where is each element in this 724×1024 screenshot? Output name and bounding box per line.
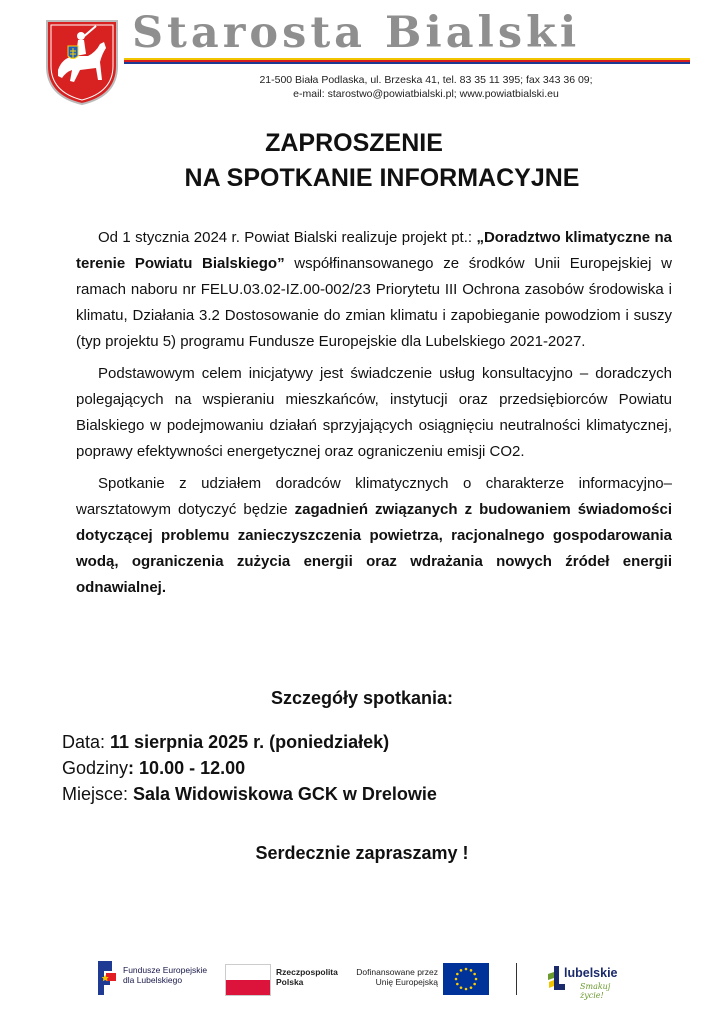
- eu-cofunding-line: Unię Europejską: [375, 977, 438, 987]
- eu-star: [455, 978, 458, 981]
- eu-star: [465, 968, 468, 971]
- details-heading: Szczegóły spotkania:: [270, 688, 454, 708]
- eu-funds-line: Fundusze Europejskie: [123, 965, 208, 975]
- paragraph-goal: Podstawowym celem inicjatywy jest świadczenie usług konsultacyjno – doradczych polegających na wspieraniu mieszkańców, instytucji oraz przedsiębiorców Powiatu Bialskiego w podejmowaniu działań sprzyjających osiągnięciu neutralności klimatycznej, poprawy efektywności energetycznej oraz ograniczeniu emisji CO2.: [76, 365, 672, 460]
- poland-line: Polska: [276, 977, 304, 987]
- eu-star: [456, 983, 459, 986]
- eu-star: [460, 986, 463, 989]
- lubelskie-logo: [546, 960, 636, 1000]
- paragraph-text: współfinansowanego ze środków Unii Europejskiej w ramach naboru nr FELU.03.02-IZ.00-002/23 Priorytetu III Ochrona zasobów środowiska i klimatu, Działania 3.2 Dostosowanie do zmian klimatu i zapobieganie powodziom i suszy (typ projektu 5) programu Fundusze Europejskie dla Lubelskiego 2021-2027.: [76, 255, 672, 350]
- poland-label: [276, 967, 338, 987]
- document-title: ZAPROSZENIE: [265, 129, 443, 157]
- project-name: „Doradztwo klimatyczne na terenie Powiatu Bialskiego”: [76, 229, 673, 272]
- lubelskie-wordmark: lubelskie: [564, 966, 618, 980]
- place-label: Miejsce:: [62, 784, 134, 804]
- paragraph-project: [76, 225, 672, 355]
- invitation-body: [76, 225, 672, 607]
- document-subtitle: NA SPOTKANIE INFORMACYJNE: [184, 164, 580, 192]
- eu-star: [456, 973, 459, 976]
- address-line: 21-500 Biała Podlaska, ul. Brzeska 41, tel. 83 35 11 395; fax 343 36 09;: [259, 74, 593, 86]
- detail-hours: [62, 755, 437, 781]
- date-label: Data:: [62, 732, 111, 752]
- stripe-blue: [124, 62, 690, 64]
- lubelskie-tagline: Smakuj życie!: [580, 982, 611, 1000]
- eu-star: [470, 969, 473, 972]
- eu-cofunding-line: Dofinansowane przez: [356, 967, 438, 977]
- meeting-topics: zagadnień związanych z budowaniem świadomości dotyczącej problemu zanieczyszczenia powietrza, racjonalnego gospodarowania wodą, ograniczenia zużycia energii oraz wdrażania nowych źródeł energii odnawialnej.: [76, 501, 672, 596]
- letterhead-title: Starosta Bialski: [132, 8, 581, 58]
- place-value: Sala Widowiskowa GCK w Drelowie: [133, 784, 437, 804]
- detail-date: [62, 729, 437, 755]
- eu-funds-line: dla Lubelskiego: [123, 975, 183, 985]
- hours-label: Godziny: [62, 758, 129, 778]
- paragraph-meeting: [76, 471, 672, 601]
- contact-line: e-mail: starostwo@powiatbialski.pl; www.powiatbialski.eu: [293, 88, 559, 100]
- paragraph-text: Od 1 stycznia 2024 r. Powiat Bialski realizuje projekt pt.:: [98, 229, 477, 246]
- closing-line: Serdecznie zapraszamy !: [255, 843, 469, 863]
- eu-star: [470, 986, 473, 989]
- funding-logos-bar: [0, 955, 724, 1005]
- paragraph-text: Spotkanie z udziałem doradców klimatycznych o charakterze informacyjno– warsztatowym dotyczyć będzie: [76, 475, 672, 518]
- eu-funds-icon: [96, 957, 118, 997]
- eu-cofunding-label: [352, 967, 438, 987]
- letterhead-stripes: [124, 58, 690, 64]
- lubelskie-mark-icon: [546, 964, 566, 992]
- date-value: 11 sierpnia 2025 r. (poniedziałek): [110, 732, 390, 752]
- poland-line: Rzeczpospolita: [276, 967, 338, 977]
- meeting-details: [62, 729, 437, 807]
- eu-flag-icon: [443, 963, 489, 995]
- coat-of-arms-logo: [44, 18, 120, 106]
- hours-value: : 10.00 - 12.00: [128, 758, 246, 778]
- eu-star: [465, 988, 468, 991]
- eu-star: [473, 973, 476, 976]
- footer-divider: [516, 963, 517, 995]
- eu-funds-label: [123, 965, 207, 985]
- detail-place: [62, 781, 437, 807]
- eu-star: [473, 983, 476, 986]
- eu-star: [475, 978, 478, 981]
- eu-star: [460, 969, 463, 972]
- poland-flag-icon: [225, 964, 271, 996]
